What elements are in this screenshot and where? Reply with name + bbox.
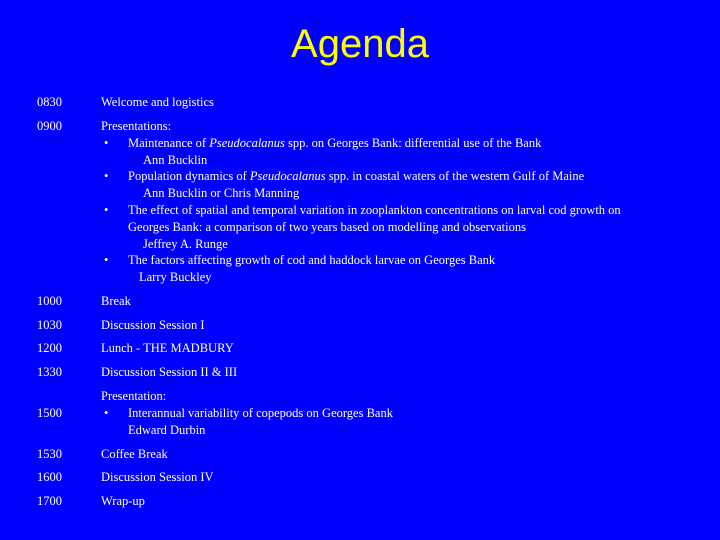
talk-title-after: spp. in coastal waters of the western Gulf of Maine (325, 169, 585, 184)
bullet-icon: • (104, 405, 109, 420)
agenda-item-text: Discussion Session IV (101, 470, 214, 484)
talk-presenter: Ann Bucklin (143, 152, 208, 167)
bullet-icon: • (104, 253, 109, 268)
agenda-item-text: Lunch - THE MADBURY (101, 341, 234, 355)
agenda-title: Agenda (291, 22, 429, 66)
agenda-time: 1530 (37, 447, 62, 461)
bullet-icon: • (104, 135, 109, 150)
talk-item (101, 252, 701, 269)
talk-item (101, 135, 701, 152)
agenda-time: 1500 (37, 406, 62, 420)
talk-presenter: Jeffrey A. Runge (143, 236, 228, 251)
talk-title: The factors affecting growth of cod and haddock larvae on Georges Bank (128, 253, 496, 268)
talk-presenter: Edward Durbin (128, 422, 206, 437)
agenda-time: 1330 (37, 365, 62, 379)
agenda-time: 1000 (37, 294, 62, 308)
agenda-time: 1600 (37, 470, 62, 484)
agenda-item-text: Coffee Break (101, 447, 168, 461)
agenda-item-text: Welcome and logistics (101, 95, 214, 109)
presentation-heading: Presentation: (101, 389, 167, 403)
talk-title-after: spp. on Georges Bank: differential use of the Bank (284, 135, 542, 150)
talk-title-line2: Georges Bank: a comparison of two years based on modelling and observations (128, 219, 526, 234)
talk-item (101, 405, 701, 422)
talk-title: Interannual variability of copepods on Georges Bank (128, 405, 393, 420)
talk-title-italic: Pseudocalanus (209, 135, 285, 150)
talk-title-italic: Pseudocalanus (249, 169, 326, 184)
talk-item (101, 202, 701, 219)
agenda-time: 1200 (37, 341, 62, 355)
presentations-heading: Presentations: (101, 119, 172, 133)
talk-item (101, 168, 701, 185)
agenda-item-text: Wrap-up (101, 494, 145, 508)
bullet-icon: • (104, 202, 109, 217)
agenda-time: 0900 (37, 119, 62, 133)
talk-title-before: Population dynamics of (128, 169, 250, 184)
talk-title-before: Maintenance of (128, 135, 210, 150)
talk-presenter: Ann Bucklin or Chris Manning (143, 186, 300, 201)
agenda-item-text: Discussion Session II & III (101, 365, 238, 379)
agenda-item-text: Break (101, 294, 131, 308)
agenda-time: 1030 (37, 318, 62, 332)
agenda-item-text: Discussion Session I (101, 318, 205, 332)
talk-title-line1: The effect of spatial and temporal variation in zooplankton concentrations on larval cod growth on (128, 202, 621, 217)
agenda-time: 0830 (37, 95, 62, 109)
bullet-icon: • (104, 169, 109, 184)
talk-presenter: Larry Buckley (139, 270, 212, 285)
agenda-time: 1700 (37, 494, 62, 508)
